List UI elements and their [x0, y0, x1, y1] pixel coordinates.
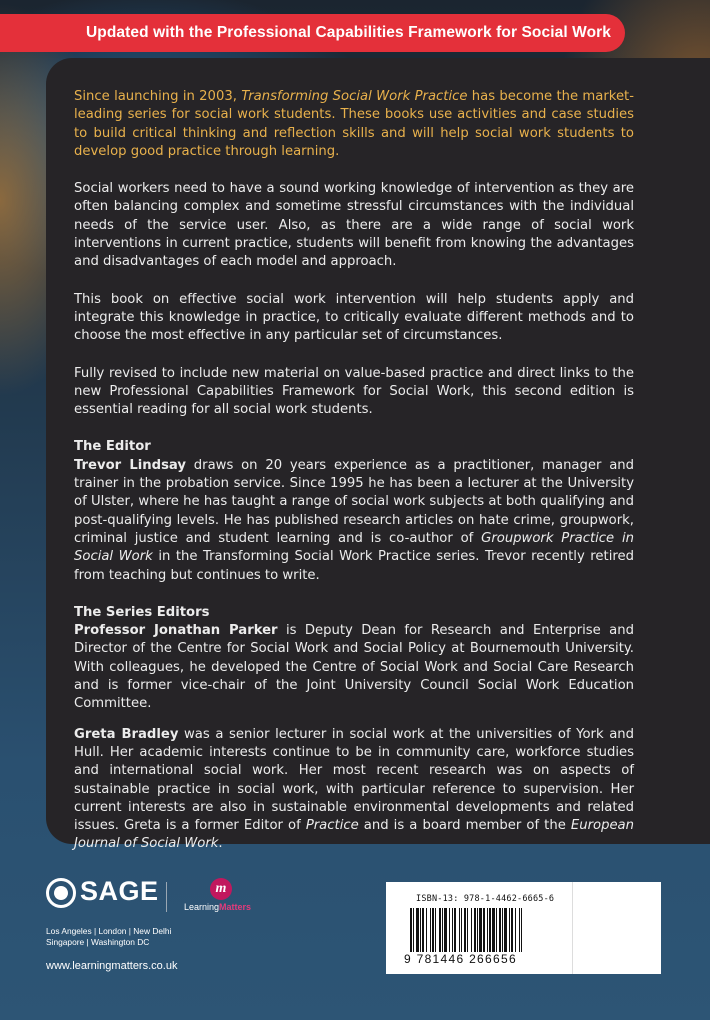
- learning-matters-logo-icon: m: [210, 878, 232, 900]
- barcode-bar: [426, 908, 427, 952]
- barcode-bar: [519, 908, 520, 952]
- bradley-bio-text: was a senior lecturer in social work at the universities of York and Hull. Her academic interests continue to be in community care, workforce studies and international social work. Her most recent research was on aspects of sustainable practice in social work, with particular reference to supervision. Her current interests are also in sustainable environmental developments and related issues. Greta is a former Editor of: [74, 726, 634, 834]
- body-paragraph: Social workers need to have a sound working knowledge of intervention as they are often balancing complex and sometime stressful circumstances with the individual needs of the service user. Also, as there are a wide range of social work interventions in current practice, students will benefit from knowing the advantages and disadvantages of each model and approach.: [74, 181, 634, 270]
- parker-name: Professor Jonathan Parker: [74, 623, 278, 639]
- barcode-bar: [492, 908, 495, 952]
- barcode-bar: [467, 908, 468, 952]
- barcode-bar: [444, 908, 447, 952]
- bradley-bio-end: .: [218, 836, 223, 852]
- barcode-bar: [442, 908, 443, 952]
- intro-lead: Since launching in 2003,: [74, 89, 242, 104]
- barcode-bar: [477, 908, 478, 952]
- barcode-bar: [416, 908, 419, 952]
- barcode-bar: [489, 908, 491, 952]
- barcode-bar: [439, 908, 441, 952]
- barcode-bar: [474, 908, 476, 952]
- bradley-bio: [74, 726, 634, 854]
- barcode-bar: [461, 908, 462, 952]
- cities-line-1: Los Angeles | London | New Delhi: [46, 926, 172, 936]
- publisher-website[interactable]: www.learningmatters.co.uk: [46, 960, 178, 972]
- series-editors-heading: The Series Editors: [74, 604, 210, 620]
- intro-paragraph: [74, 88, 634, 161]
- barcode-bar: [410, 908, 412, 952]
- publisher-cities: [46, 926, 171, 948]
- barcode-box: [386, 882, 661, 974]
- barcode-icon: [404, 908, 572, 952]
- barcode-bar: [464, 908, 466, 952]
- journal-title: European Journal of Social Work: [74, 818, 634, 852]
- editor-bio-end: in the Transforming Social Work Practice series. Trevor recently retired from teaching but continues to write.: [74, 549, 634, 583]
- barcode-bar: [496, 908, 497, 952]
- practice-title: Practice: [305, 818, 359, 834]
- barcode-bar: [420, 908, 421, 952]
- barcode-bar: [515, 908, 516, 952]
- sage-logo-text: SAGE: [80, 876, 159, 906]
- barcode-bar: [435, 908, 436, 952]
- barcode-bar: [479, 908, 482, 952]
- barcode-separator: [572, 882, 573, 974]
- barcode-bar: [471, 908, 472, 952]
- barcode-bar: [499, 908, 501, 952]
- lm-learning: Learning: [184, 902, 220, 912]
- barcode-bar: [502, 908, 503, 952]
- barcode-bar: [432, 908, 434, 952]
- intro-rest: has become the market-leading series for social work students. These books use activities and case studies to build critical thinking and reflection skills and will help social work students to develop good practice through learning.: [74, 89, 634, 159]
- bradley-name: Greta Bradley: [74, 726, 179, 742]
- barcode-bar: [452, 908, 453, 952]
- barcode-bar: [413, 908, 414, 952]
- barcode-bar: [483, 908, 485, 952]
- editor-bio-text: draws on 20 years experience as a practitioner, manager and trainer in the probation service. Since 1995 he has been a lecturer at the University of Ulster, where he has taught a range of social work subjects at both qualifying and post-qualifying levels. He has published research articles on hate crime, groupwork, criminal justice and student learning and is co-author of: [74, 457, 635, 546]
- learning-matters-logo-text: [184, 902, 251, 912]
- barcode-bar: [449, 908, 450, 952]
- barcode-bar: [459, 908, 460, 952]
- parker-bio-text: is Deputy Dean for Research and Enterprise and Director of the Centre for Social Work and Social Policy at Bournemouth University. With colleagues, he developed the Centre of Social Work and Social Care Research and is former vice-chair of the Joint University Council Social Work Education Committee.: [74, 623, 634, 712]
- bradley-bio-mid: and is a board member of the: [358, 818, 571, 834]
- editor-book-title: Groupwork Practice in Social Work: [74, 530, 634, 565]
- logo-divider: [166, 882, 167, 912]
- barcode-bar: [487, 908, 488, 952]
- barcode-bar: [454, 908, 456, 952]
- cities-line-2: Singapore | Washington DC: [46, 937, 150, 947]
- banner: Updated with the Professional Capabilities Framework for Social Work: [0, 14, 625, 52]
- barcode-bar: [504, 908, 507, 952]
- parker-bio: [74, 622, 634, 713]
- barcode-bar: [430, 908, 431, 952]
- editor-name: Trevor Lindsay: [74, 457, 187, 473]
- editor-heading: The Editor: [74, 439, 151, 455]
- sage-logo-icon: [46, 878, 76, 908]
- isbn-label: ISBN-13: 978-1-4462-6665-6: [416, 894, 555, 904]
- blurb-content: [74, 88, 634, 854]
- editor-bio: [74, 457, 634, 585]
- lm-matters: Matters: [219, 902, 252, 912]
- barcode-bar: [422, 908, 424, 952]
- body-paragraph: Fully revised to include new material on value-based practice and direct links to the new Professional Capabilities Framework for Social Work, this second edition is essential reading for all social work students.: [74, 365, 634, 418]
- barcode-digits: 9 781446 266656: [404, 952, 517, 966]
- barcode-bar: [511, 908, 513, 952]
- barcode-bar: [521, 908, 522, 952]
- intro-series-title: Transforming Social Work Practice: [241, 89, 468, 104]
- body-paragraph: This book on effective social work intervention will help students apply and integrate this knowledge in practice, to critically evaluate different methods and to choose the most effective in any particular set of circumstances.: [74, 291, 634, 344]
- barcode-bar: [509, 908, 510, 952]
